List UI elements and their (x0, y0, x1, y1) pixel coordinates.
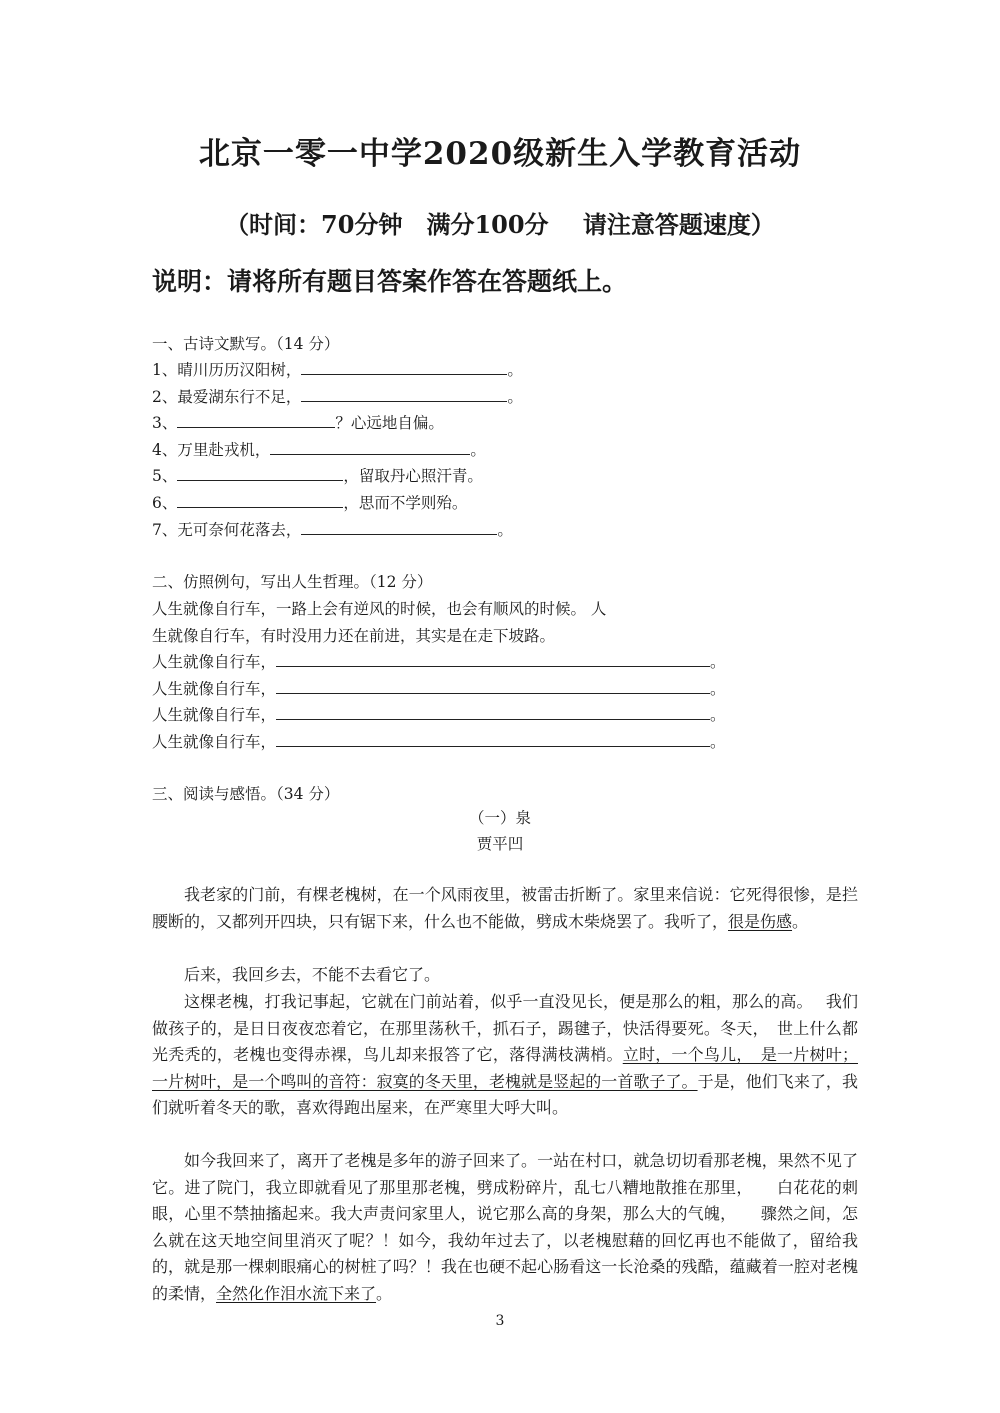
question-2-prompt: 2、最爱湖东行不足， (152, 388, 302, 406)
imitation-line-3 (152, 703, 726, 725)
imitation-end-1: 。 (710, 653, 726, 671)
passage-paragraph-1 (152, 882, 858, 935)
paragraph-2-text: 后来，我回乡去，不能不去看它了。 (184, 965, 441, 984)
exam-instruction: 说明：请将所有题目答案作答在答题纸上。 (152, 267, 628, 296)
question-3-prompt: 3、 (152, 414, 178, 432)
answer-blank-1 (301, 360, 507, 375)
question-5 (152, 464, 483, 486)
example-sentence-line1: 人生就像自行车，一路上会有逆风的时候，也会有顺风的时候。 人 (152, 600, 607, 618)
paragraph-1-text: 我老家的门前，有棵老槐树，在一个风雨夜里，被雷击折断了。家里来信说：它死得很惨，是拦腰断的，又都列开四块，只有锯下来，什么也不能做，劈成木柴烧罢了。我听了， (152, 885, 858, 931)
question-4-end: 。 (470, 441, 486, 459)
passage-paragraph-4 (152, 1148, 858, 1308)
answer-blank-5 (177, 466, 343, 481)
question-6-end: ，思而不学则殆。 (343, 494, 468, 512)
question-1-end: 。 (507, 361, 523, 379)
example-sentence-line2: 生就像自行车，有时没用力还在前进，其实是在走下坡路。 (152, 627, 556, 645)
imitation-prompt-1: 人生就像自行车， (152, 653, 277, 671)
passage-paragraph-2 (152, 962, 858, 989)
imitation-blank-4 (276, 732, 710, 747)
question-3 (152, 411, 444, 433)
question-6-prompt: 6、 (152, 494, 178, 512)
paragraph-4-text: 如今我回来了，离开了老槐是多年的游子回来了。一站在村口，就急切切看那老槐，果然不见了它。进了院门，我立即就看见了那里那老槐，劈成粉碎片，乱七八糟地散推在那里， 白花花的刺眼，心里不禁抽搐起来。我大声责问家里人，说它那么高的身架，那么大的气魄， 骤然之间，怎么就在这天地空间里消灭了呢？！如今，我幼年过去了，以老槐慰藉的回忆再也不能做了，留给我的，就是那一棵刺眼痛心的树桩了吗？！我在也硬不起心肠看这一长沧桑的残酷，蕴藏着一腔对老槐的柔情， (152, 1151, 858, 1303)
passage-paragraph-3 (152, 989, 858, 1122)
imitation-line-4 (152, 730, 726, 752)
imitation-end-4: 。 (710, 733, 726, 751)
passage-title: （一）泉 (468, 809, 531, 827)
paragraph-3-end: 于是，他们飞来了，我们就听着冬天的歌，喜欢得跑出屋来，在严寒里大呼大叫。 (152, 1071, 858, 1118)
exam-title: 北京一零一中学2020级新生入学教育活动 (198, 136, 802, 172)
answer-blank-6 (177, 493, 343, 508)
paragraph-3-underlined: 立时，一个鸟儿， 是一片树叶；一片树叶，是一个鸣叫的音符：寂寞的冬天里，老槐就是竖起的一首歌子了。 (152, 1045, 858, 1091)
page-number: 3 (495, 1313, 505, 1329)
section3-heading: 三、阅读与感悟。（34 分） (152, 785, 340, 803)
paragraph-3-text: 这棵老槐，打我记事起，它就在门前站着，似乎一直没见长，便是那么的粗，那么的高。 我们做孩子的，是日日夜夜恋着它，在那里荡秋千，抓石子，踢毽子，快活得要死。冬天， 世上什么都光秃秃的，老槐也变得赤裸，鸟儿却来报答了它，落得满枝满梢。 (152, 992, 858, 1065)
question-4-prompt: 4、万里赴戎机， (152, 441, 271, 459)
question-7-prompt: 7、无可奈何花落去， (152, 521, 302, 539)
answer-blank-2 (301, 387, 507, 402)
question-4 (152, 438, 486, 460)
imitation-line-1 (152, 650, 726, 672)
imitation-prompt-3: 人生就像自行车， (152, 706, 277, 724)
imitation-blank-3 (276, 705, 710, 720)
question-7-end: 。 (497, 521, 513, 539)
imitation-blank-1 (276, 652, 710, 667)
question-1 (152, 358, 523, 380)
section1-heading: 一、古诗文默写。（14 分） (152, 335, 340, 353)
question-3-end: ？心远地自偏。 (335, 414, 444, 432)
imitation-prompt-4: 人生就像自行车， (152, 733, 277, 751)
question-2 (152, 385, 523, 407)
answer-blank-4 (270, 440, 470, 455)
question-6 (152, 491, 467, 513)
imitation-blank-2 (276, 679, 710, 694)
answer-blank-3 (177, 413, 335, 428)
imitation-end-3: 。 (710, 706, 726, 724)
question-2-end: 。 (507, 388, 523, 406)
question-7 (152, 518, 513, 540)
imitation-prompt-2: 人生就像自行车， (152, 680, 277, 698)
paragraph-1-underlined: 很是伤感 (728, 911, 793, 931)
question-1-prompt: 1、晴川历历汉阳树， (152, 361, 302, 379)
section2-heading: 二、仿照例句，写出人生哲理。（12 分） (152, 573, 433, 591)
answer-blank-7 (301, 520, 497, 535)
question-5-end: ，留取丹心照汗青。 (343, 467, 483, 485)
passage-author: 贾平凹 (476, 835, 524, 853)
paragraph-4-end: 。 (376, 1283, 393, 1303)
paragraph-1-end: 。 (792, 911, 809, 931)
question-5-prompt: 5、 (152, 467, 178, 485)
paragraph-4-underlined: 全然化作泪水流下来了 (216, 1283, 377, 1303)
imitation-end-2: 。 (710, 680, 726, 698)
exam-subtitle: （时间：70分钟 满分100分 请注意答题速度） (225, 210, 775, 239)
imitation-line-2 (152, 677, 726, 699)
